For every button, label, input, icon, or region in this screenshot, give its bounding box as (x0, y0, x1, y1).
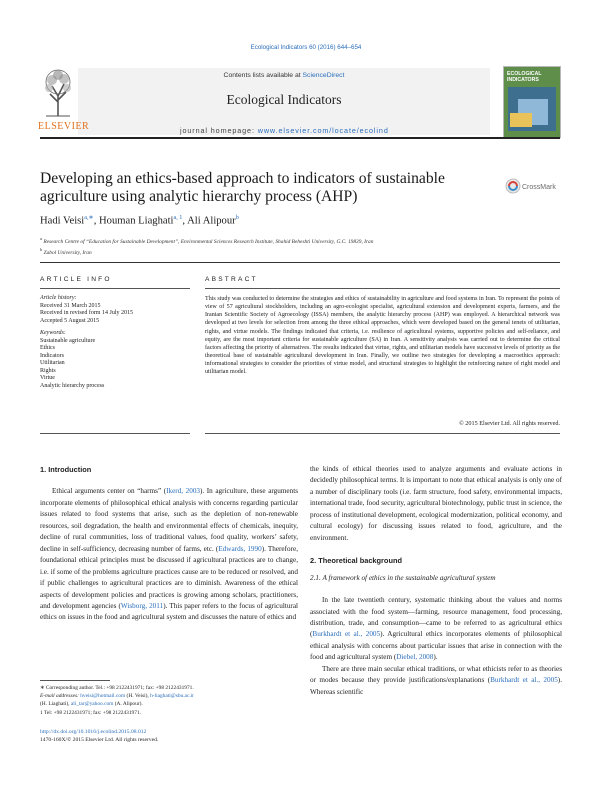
journal-cover-thumbnail[interactable] (503, 66, 561, 138)
corresponding-author-note: ∗ Corresponding author. Tel.: +98 2122431971; fax: +98 2122431971. (40, 685, 194, 691)
abstract-rule (205, 288, 560, 289)
journal-reference[interactable]: Ecological Indicators 60 (2016) 644–654 (250, 44, 362, 51)
cover-title: ECOLOGICAL INDICATORS (507, 71, 542, 83)
citation-link[interactable]: Burkhardt et al., 2005 (490, 676, 558, 685)
section-rule (40, 262, 560, 263)
cover-image-detail-2 (510, 113, 532, 127)
citation-link[interactable]: Edwards, 1990 (218, 544, 262, 553)
keyword-item: Sustainable agriculture (40, 337, 96, 344)
body-paragraph: There are three main secular ethical traditions, or what ethicists refer to as theories or modes because they provide justifications/explanations (Burkhardt et al., 2005). Whereas scientific (310, 664, 562, 696)
contents-line (78, 72, 490, 79)
email-link[interactable]: hveisi@hotmail.com (80, 693, 126, 700)
header-rule (40, 137, 560, 139)
issn-copyright: 1470-160X/© 2015 Elsevier Ltd. All rights reserved. (40, 737, 159, 743)
keywords-label: Keywords: (40, 330, 66, 336)
citation-link[interactable]: Wisborg, 2011 (120, 601, 164, 610)
introduction-heading: 1. Introduction (40, 465, 92, 474)
history-item: Accepted 5 August 2015 (40, 317, 100, 324)
email-link[interactable]: h-liaghati@sbu.ac.ir (150, 693, 194, 700)
elsevier-wordmark: ELSEVIER (38, 121, 90, 132)
body-paragraph: the kinds of ethical theories used to analyze arguments and evaluate actions in decidedly philosophical terms. It is important to note that ethical analysis is only one of a number of disciplinary tools (i.e. farm structure, food safety, environmental impacts, international trade, food security, agricultural biotechnology, public trust in science, the process of institutional development, ecological modernization, political economy, and cultural ecology) for discussing issues related to food, agriculture, and the environment. (310, 465, 562, 542)
author-name[interactable]: Houman Liaghati (99, 215, 174, 227)
keyword-item: Virtue (40, 375, 55, 381)
affiliations (40, 235, 373, 257)
sciencedirect-link[interactable]: ScienceDirect (302, 72, 345, 79)
elsevier-tree-logo-icon (40, 66, 77, 120)
abstract-end-rule (205, 433, 560, 434)
journal-title: Ecological Indicators (226, 92, 342, 107)
body-right-column (310, 464, 562, 698)
doi-block (40, 728, 158, 744)
author-affil-marker[interactable]: a, 1 (173, 214, 183, 221)
citation-link[interactable]: Burkhardt et al., 2005 (312, 630, 381, 639)
crossmark-icon[interactable] (505, 178, 565, 194)
homepage-prefix: journal homepage: (180, 126, 258, 135)
abstract-text: This study was conducted to determine the strategies and ethics of sustainability in agriculture and food systems in Iran. To represent the points of view of 57 agricultural stockholders, including an agro-ecologist specialist, agricultural extension and development experts, farmers, and the Iranian Scientific Society of Agroecology (ISSA) members, the analytic hierarchy process (AHP) was employed. A hierarchical network was developed at two levels for selection from among the three ethical approaches, which were developed based on the general tenets of utilitarian, rights, and virtue models. The findings indicated that criteria, i.e. resilience of agricultural systems, supportive policies and self-reliance, and equity, are the most important criteria for sustainable agriculture (SA) in Iran. A sensitivity analysis was carried out to determine the critical factors affecting the priority of alternatives. The results indicated that virtue, rights, and utilitarian models have successive levels of priority as the theoretical base of sustainable agricultural development in Iran. Finally, we outline two strategies for developing a macroethics approach: informational strategies to consider the priorities of virtue model, and structural strategies to highlight the reinforcing nature of right model and utilitarian model. (205, 296, 560, 376)
body-paragraph: In the late twentieth century, systematic thinking about the values and norms associated with the food system—farming, resource management, food processing, distribution, trade, and consumption—came to be referred to as agricultural ethics (Burkhardt et al., 2005). Agricultural ethics incorporates elements of philosophical ethical analysis with concerns about particular issues that arise in connection with the food and agricultural system (Diebel, 2008). (310, 596, 562, 662)
keyword-item: Analytic hierarchy process (40, 382, 105, 389)
journal-homepage (180, 126, 389, 135)
history-item: Received 31 March 2015 (40, 302, 101, 309)
author-name[interactable]: Hadi Veisi (40, 215, 85, 227)
author-affil-marker[interactable]: b (235, 214, 239, 221)
affiliation-item: $^b$ Zabol University, Iran (40, 247, 92, 256)
homepage-link[interactable]: www.elsevier.com/locate/ecolind (257, 126, 389, 135)
history-item: Received in revised form 14 July 2015 (40, 310, 133, 316)
author-name[interactable]: Ali Alipour (187, 215, 236, 227)
footnotes: ∗ Corresponding author. Tel.: +98 2122431971; fax: +98 2122431971. E-mail addresses: hveisi@hotmail.com (H. Veisi), h-liaghati@sbu.ac.ir (H. Liaghati), ali_tar@yahoo.com (A. Alipour). 1 Tel: +98 2122431971; fax: +98 2122431971. (40, 684, 298, 717)
citation-link[interactable]: Diebel, 2008 (396, 653, 434, 662)
article-info-end-rule (40, 433, 190, 434)
subsection-heading: 2.1. A framework of ethics in the sustainable agricultural system (310, 573, 496, 582)
theoretical-background-heading: 2. Theoretical background (310, 556, 402, 566)
history-label: Article history: (40, 295, 77, 301)
footnote-1: 1 Tel: +98 2122431971; fax: +98 2122431971. (40, 709, 141, 716)
email-link[interactable]: ali_tar@yahoo.com (70, 701, 114, 708)
contents-prefix: Contents lists available at (223, 72, 303, 79)
abstract-copyright: © 2015 Elsevier Ltd. All rights reserved. (459, 420, 560, 427)
author-list: Hadi Veisi$^{a,∗}$, Houman Liaghati$^{a, 1}$, Ali Alipour$^b$ (40, 214, 239, 227)
body-left-column (40, 464, 298, 624)
crossmark-label: CrossMark (522, 184, 556, 191)
email-addresses: E-mail addresses: hveisi@hotmail.com (H. Veisi), h-liaghati@sbu.ac.ir (40, 693, 194, 700)
keyword-item: Rights (40, 367, 56, 374)
keyword-item: Indicators (40, 352, 64, 359)
abstract-heading: ABSTRACT (205, 276, 258, 283)
footnote-rule (40, 680, 110, 681)
affiliation-item: $^a$ Research Centre of “Education for Sustainable Development”, Environmental Sciences Research Institute, Shahid Beheshti University, G.C. 19839, Iran (40, 236, 374, 245)
article-info-heading: ARTICLE INFO (40, 276, 112, 283)
keyword-item: Ethics (40, 345, 55, 351)
author-affil-marker[interactable]: a,∗ (84, 214, 94, 221)
article-info-panel (40, 295, 190, 390)
article-info-rule (40, 288, 190, 289)
introduction-paragraph: Ethical arguments center on “harms” (Ikerd, 2003). In agriculture, these arguments incorporate elements of philosophical ethical analysis with concerns regarding particular issues related to food systems that arise, such as the depletion of non-renewable resources, soil degradation, the health and environmental effects of chemicals, inequity, decline of rural communities, loss of traditional values, food quality, workers’ safety, decline in self-sufficiency, decreasing number of farms, etc. (Edwards, 1990). Therefore, foundational ethical principles must be discussed if agricultural practices are to change, i.e. if some of the problems agriculture practices cause are to be reduced or resolved, and if public challenges to agricultural practices are to diminish. Awareness of the ethical aspects of development policies and practices is growing among scholars, practitioners, and development agencies (Wisborg, 2011). This paper refers to the focus of agricultural ethics on issues in the food and agricultural system and discusses the nature of ethics and (40, 487, 299, 622)
citation-link[interactable]: Ikerd, 2003 (166, 487, 201, 496)
keyword-item: Utilitarian (40, 360, 65, 366)
doi-link[interactable]: http://dx.doi.org/10.1016/j.ecolind.2015.08.012 (40, 729, 147, 735)
article-title: Developing an ethics-based approach to indicators of sustainable agriculture using analytic hierarchy process (AHP) (40, 170, 445, 205)
